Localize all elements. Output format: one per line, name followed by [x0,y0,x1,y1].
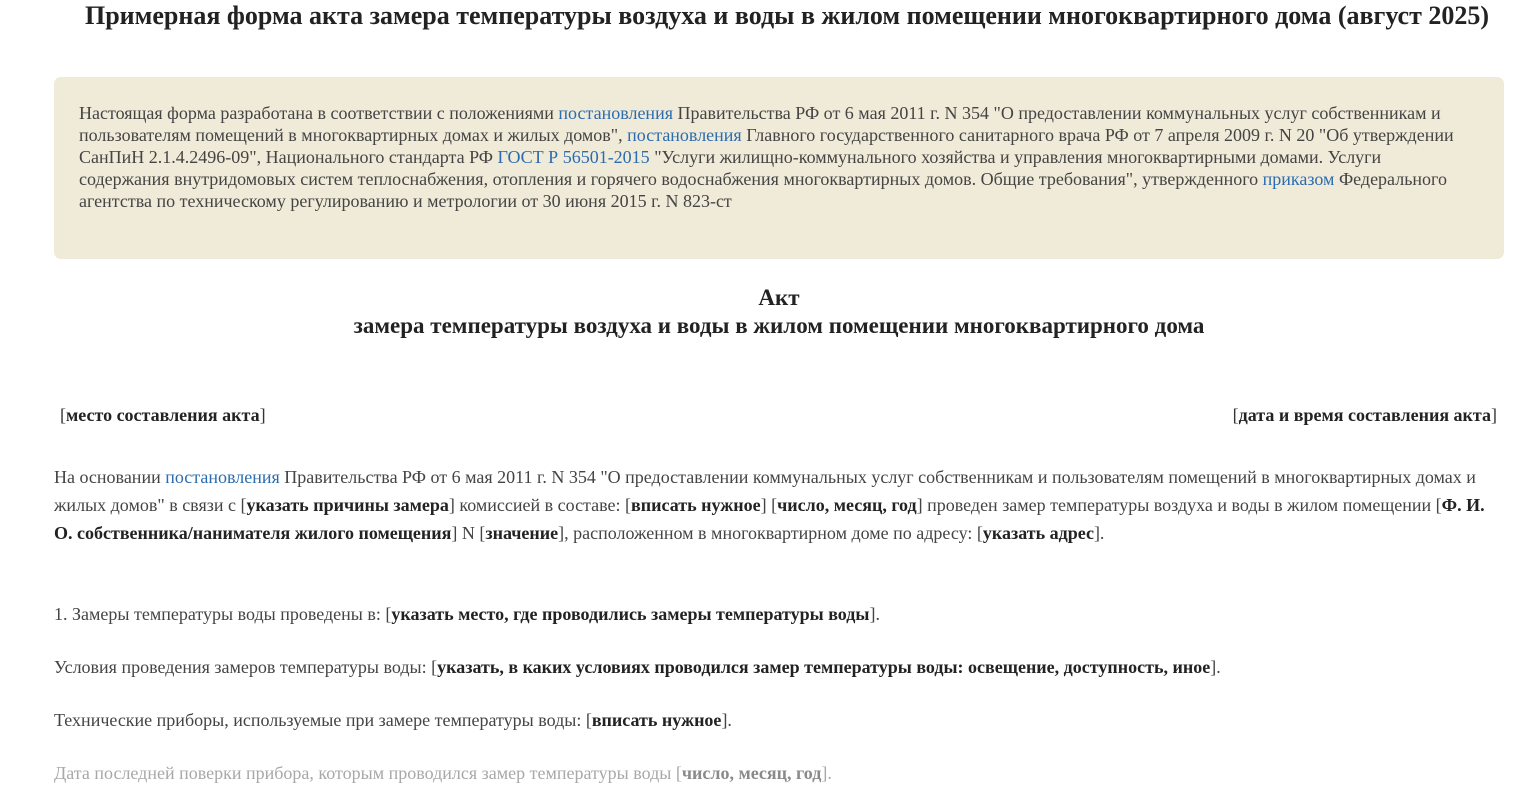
para-text: Дата последней поверки прибора, которым проводился замер температуры воды [ [54,763,682,783]
place-placeholder: место составления акта [66,405,260,425]
notice-text: Федерального агентства по техническому регулированию и метрологии от 30 июня 2015 г. N 823-ст [79,169,1447,211]
act-heading [54,284,1504,340]
notice-text: "Услуги жилищно-коммунального хозяйства и управления многоквартирными домами. Услуги содержания внутридомовых систем теплоснабжения, отопления и горячего водоснабжения многоквартирных домов. Общие требования", утвержденного [79,147,1382,189]
paragraph-measurement-place [54,600,1504,628]
para-text: ], расположенном в многоквартирном доме по адресу: [ [558,523,983,543]
datetime-placeholder: дата и время составления акта [1238,405,1491,425]
placeholder-address: указать адрес [982,523,1094,543]
notice-text: Главного государственного санитарного врача РФ от 7 апреля 2009 г. N 20 "Об утверждении СанПиН 2.1.4.2496-09", Национального стандарта РФ [79,125,1454,167]
placeholder-reasons: указать причины замера [246,495,449,515]
para-text: Правительства РФ от 6 мая 2011 г. N 354 "О предоставлении коммунальных услуг собственникам и пользователям помещений в многоквартирных домах и жилых домов" в связи с [ [54,467,1476,515]
placeholder-calibration-date: число, месяц, год [681,763,822,783]
notice-text: Настоящая форма разработана в соответствии с положениями [79,103,559,123]
notice-box [54,77,1504,259]
page-title: Примерная форма акта замера температуры воздуха и воды в жилом помещении многоквартирного дома (август 2025) [85,1,1489,30]
placeholder-instruments: вписать нужное [591,710,722,730]
act-subtitle: замера температуры воздуха и воды в жилом помещении многоквартирного дома [353,313,1205,338]
para-text: ]. [1210,657,1221,677]
para-text: ] проведен замер температуры воздуха и воды в жилом помещении [ [916,495,1442,515]
para-text: ] комиссией в составе: [ [448,495,632,515]
paragraph-instruments [54,706,1504,734]
para-text: ] [ [760,495,778,515]
para-text: На основании [54,467,166,487]
para-text: ]. [869,604,880,624]
act-title: Акт [758,285,800,310]
para-text: Условия проведения замеров температуры воды: [ [54,657,438,677]
para-text: 1. Замеры температуры воды проведены в: [ [54,604,392,624]
para-text: ] N [ [451,523,486,543]
para-link-resolution-354[interactable]: постановления [165,467,280,487]
placeholder-commission: вписать нужное [631,495,761,515]
notice-text: Правительства РФ от 6 мая 2011 г. N 354 "О предоставлении коммунальных услуг собственникам и пользователям помещений в многоквартирных домах и жилых домов", [79,103,1441,145]
placeholder-apartment-number: значение [485,523,559,543]
datetime-field: [дата и время составления акта] [1232,405,1497,425]
placeholder-measurement-place: указать место, где проводились замеры температуры воды [391,604,870,624]
placeholder-conditions: указать, в каких условиях проводился замер температуры воды: освещение, доступность, иное [437,657,1211,677]
notice-link-resolution-354[interactable]: постановления [558,103,673,123]
notice-link-order[interactable]: приказом [1262,169,1335,189]
notice-link-gost[interactable]: ГОСТ Р 56501-2015 [497,147,650,167]
paragraph-conditions [54,653,1504,681]
paragraph-basis [54,463,1504,547]
para-text: ]. [821,763,832,783]
paragraph-calibration-date [54,759,1504,787]
notice-link-resolution-20[interactable]: постановления [627,125,742,145]
para-text: ]. [1093,523,1105,543]
placeholder-date: число, месяц, год [777,495,917,515]
placeholder-owner-name: Ф. И. О. собственника/нанимателя жилого помещения [54,495,1485,543]
place-field: [место составления акта] [60,405,266,425]
para-text: Технические приборы, используемые при замере температуры воды: [ [54,710,592,730]
para-text: ]. [721,710,732,730]
